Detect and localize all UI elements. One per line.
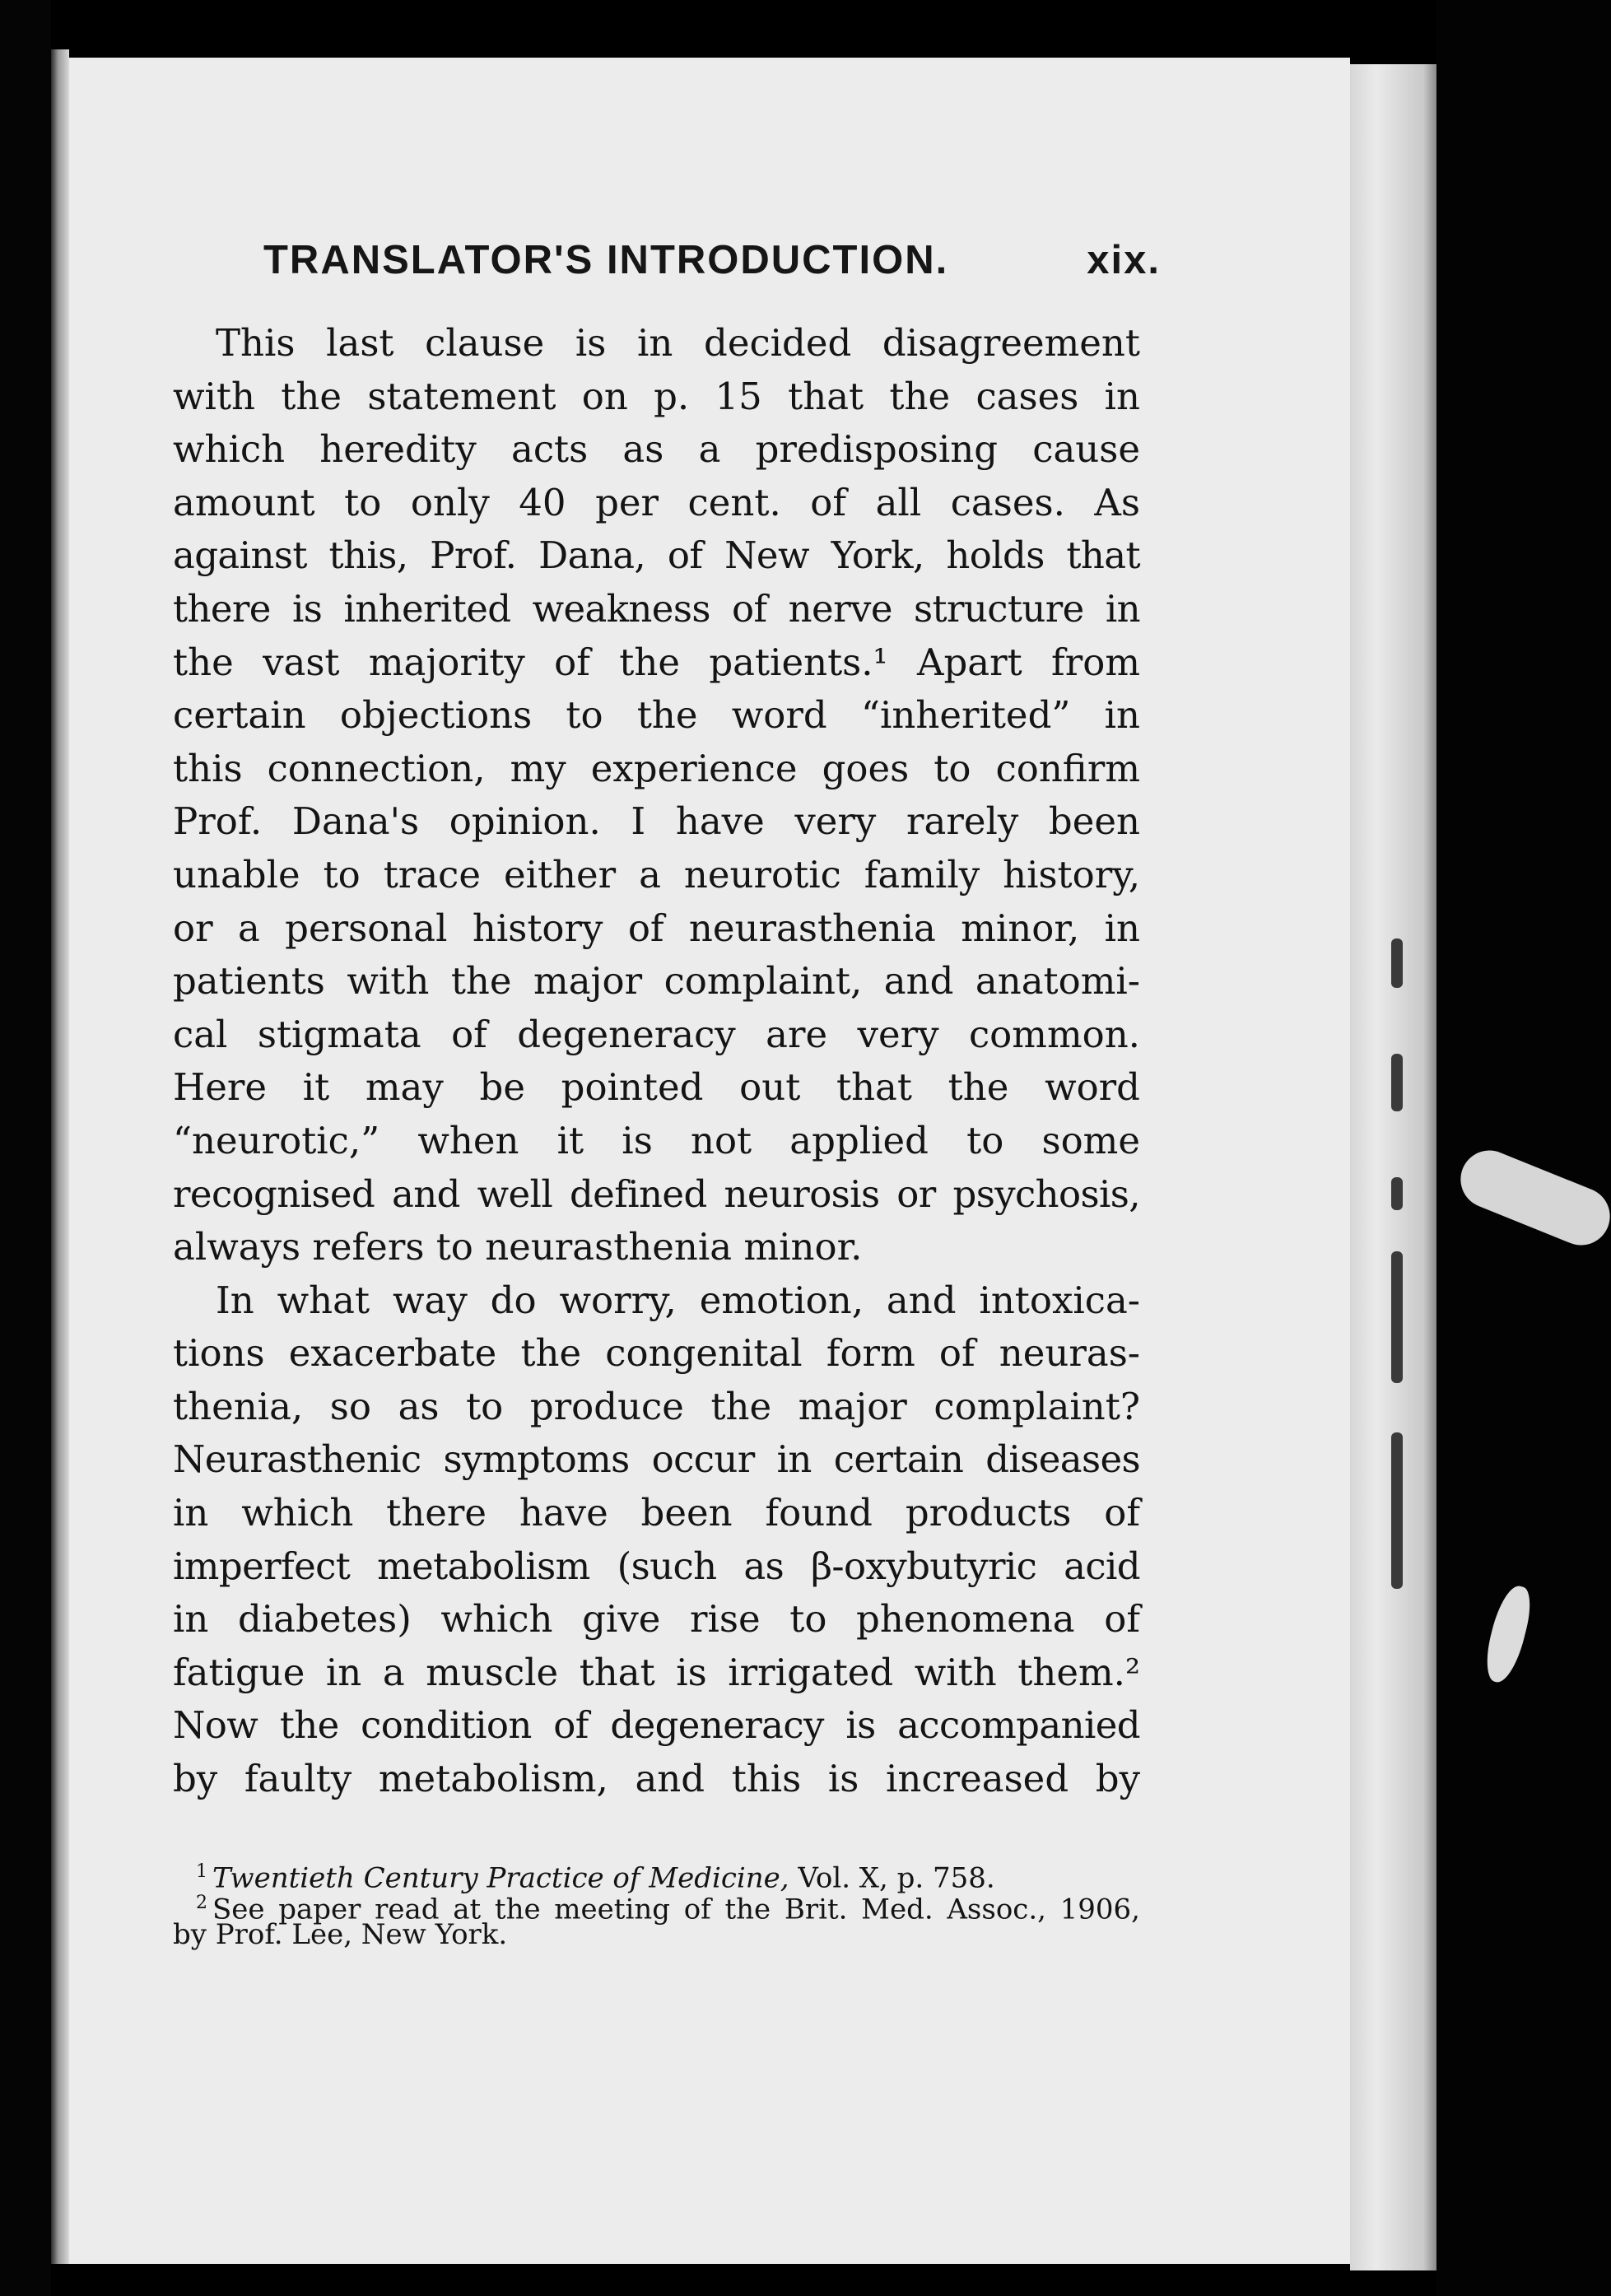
running-head-title: TRANSLATOR'S INTRODUCTION. [263, 238, 949, 282]
text-line: fatigue in a muscle that is irrigated with them.² [173, 1650, 1140, 1694]
page-number: xix. [1087, 238, 1161, 282]
text-line: there is inherited weakness of nerve structure in [173, 586, 1140, 631]
bleed-mark [1391, 1432, 1403, 1589]
footnote-1 [173, 1856, 1140, 1895]
footnote-1-title: Twentieth Century Practice of Medicine, [212, 1861, 789, 1895]
text-line: unable to trace either a neurotic family history, [173, 852, 1140, 897]
scan-right-margin [1436, 0, 1611, 2296]
text-line: This last clause is in decided disagreement [216, 321, 1140, 365]
text-line: against this, Prof. Dana, of New York, holds that [173, 533, 1140, 578]
text-line: Now the condition of degeneracy is accompanied [173, 1703, 1140, 1748]
text-line: in which there have been found products of [173, 1491, 1140, 1535]
text-line: by faulty metabolism, and this is increased by [173, 1757, 1140, 1801]
footnote-2-continuation: by Prof. Lee, New York. [173, 1918, 508, 1951]
text-line: thenia, so as to produce the major complaint? [173, 1384, 1140, 1428]
text-line: or a personal history of neurasthenia minor, in [173, 906, 1140, 950]
scan-left-margin [0, 0, 51, 2296]
footnotes [173, 1856, 1140, 1950]
footnote-number: 1 [196, 1861, 207, 1882]
text-line: certain objections to the word “inherited” in [173, 693, 1140, 738]
footnote-2-text: See paper read at the meeting of the Brit. Med. Assoc., 1906, [212, 1893, 1140, 1926]
text-line: patients with the major complaint, and anatomi- [173, 959, 1140, 1004]
page-binding-edge [51, 49, 69, 2264]
text-line: in diabetes) which give rise to phenomena of [173, 1597, 1140, 1642]
text-line: Neurasthenic symptoms occur in certain diseases [173, 1437, 1140, 1482]
body-text [173, 317, 1140, 1806]
text-line: In what way do worry, emotion, and intoxica- [216, 1278, 1140, 1322]
text-line: this connection, my experience goes to confirm [173, 746, 1140, 790]
text-line: imperfect metabolism (such as β-oxybutyric acid [173, 1544, 1140, 1588]
bleed-through-marks [1391, 938, 1408, 1597]
text-line: Here it may be pointed out that the word [173, 1065, 1140, 1110]
bleed-mark [1391, 1251, 1403, 1383]
text-line: Prof. Dana's opinion. I have very rarely been [173, 799, 1140, 844]
text-line: “neurotic,” when it is not applied to some [173, 1118, 1140, 1162]
text-line: which heredity acts as a predisposing cause [173, 427, 1140, 472]
bleed-mark [1391, 938, 1403, 988]
text-line: tions exacerbate the congenital form of neuras- [173, 1331, 1140, 1376]
running-head [263, 237, 1161, 295]
text-line: recognised and well defined neurosis or psychosis, [173, 1171, 1140, 1216]
bleed-mark [1391, 1054, 1403, 1111]
footnote-2 [173, 1888, 1140, 1926]
footnote-number: 2 [196, 1893, 207, 1913]
text-line: amount to only 40 per cent. of all cases. As [173, 480, 1140, 524]
text-line: the vast majority of the patients.¹ Apart from [173, 640, 1140, 684]
text-line: with the statement on p. 15 that the cases in [173, 374, 1140, 418]
footnote-1-reference: Vol. X, p. 758. [789, 1861, 995, 1895]
text-line: always refers to neurasthenia minor. [173, 1225, 863, 1269]
text-line: cal stigmata of degeneracy are very common. [173, 1012, 1140, 1056]
bleed-mark [1391, 1177, 1403, 1210]
